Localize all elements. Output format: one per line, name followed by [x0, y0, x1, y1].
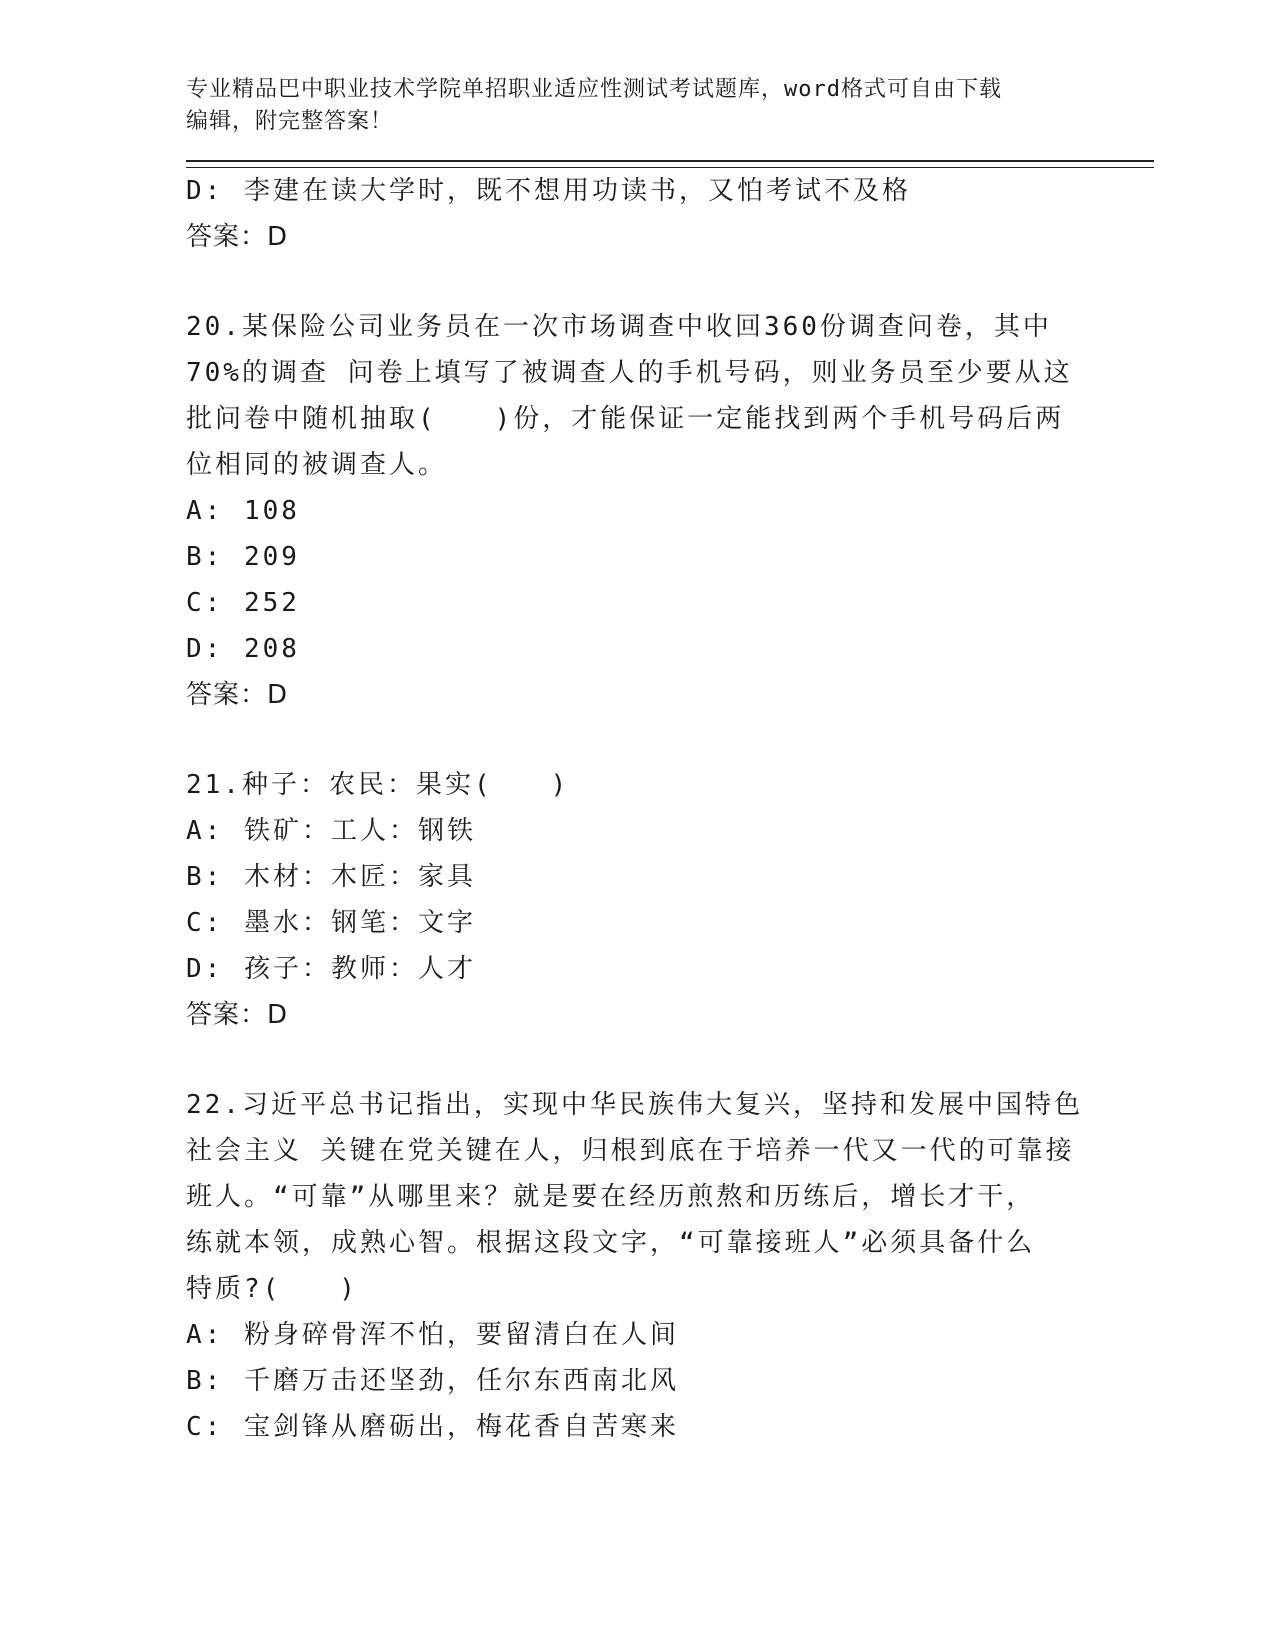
- option-text: 李建在读大学时，既不想用功读书，又怕考试不及格: [244, 176, 912, 206]
- option-key: A:: [186, 1320, 224, 1350]
- option-key: A:: [186, 496, 224, 526]
- answer-line: 答案：D: [186, 1000, 289, 1030]
- option-a: [186, 1312, 1150, 1358]
- question-text-line: 社会主义 关键在党关键在人，归根到底在于培养一代又一代的可靠接: [186, 1136, 1075, 1166]
- option-text: 孩子：教师：人才: [244, 954, 477, 984]
- question-text-line: 20.某保险公司业务员在一次市场调查中收回360份调查问卷，其中: [186, 312, 1052, 342]
- prev-question-tail: [186, 168, 1150, 260]
- option-key: B:: [186, 1366, 224, 1396]
- option-b: [186, 534, 1150, 580]
- option-text: 252: [244, 588, 300, 618]
- answer-line: 答案：D: [186, 222, 289, 252]
- option-key: D:: [186, 634, 224, 664]
- question-21: [186, 762, 1150, 1038]
- answer-line: 答案：D: [186, 680, 289, 710]
- option-text: 宝剑锋从磨砺出，梅花香自苦寒来: [244, 1412, 680, 1442]
- option-key: D:: [186, 954, 224, 984]
- question-text-line: 位相同的被调查人。: [186, 450, 448, 480]
- option-text: 墨水：钢笔：文字: [244, 908, 477, 938]
- option-text: 木材：木匠：家具: [244, 862, 477, 892]
- option-text: 108: [244, 496, 300, 526]
- option-key: B:: [186, 862, 224, 892]
- option-text: 208: [244, 634, 300, 664]
- option-b: [186, 1358, 1150, 1404]
- option-key: B:: [186, 542, 224, 572]
- option-b: [186, 854, 1150, 900]
- question-text-line: 特质?( ): [186, 1274, 358, 1304]
- option-text: 千磨万击还坚劲，任尔东西南北风: [244, 1366, 680, 1396]
- option-d: [186, 626, 1150, 672]
- question-text-line: 21.种子：农民：果实( ): [186, 770, 570, 800]
- question-text-line: 练就本领，成熟心智。根据这段文字，“可靠接班人”必须具备什么: [186, 1228, 1036, 1258]
- question-20: [186, 304, 1150, 718]
- question-text-line: 22.习近平总书记指出，实现中华民族伟大复兴，坚持和发展中国特色: [186, 1090, 1083, 1120]
- option-key: C:: [186, 908, 224, 938]
- header-line-1: 专业精品巴中职业技术学院单招职业适应性测试考试题库，word格式可自由下载: [186, 77, 1002, 102]
- option-text: 铁矿：工人：钢铁: [244, 816, 477, 846]
- option-key: A:: [186, 816, 224, 846]
- page-header: [186, 74, 1066, 138]
- option-c: [186, 1404, 1150, 1450]
- question-text-line: 批问卷中随机抽取( )份，才能保证一定能找到两个手机号码后两: [186, 404, 1065, 434]
- header-divider: [186, 160, 1154, 168]
- option-d: [186, 168, 1150, 214]
- option-c: [186, 900, 1150, 946]
- question-text-line: 70%的调查 问卷上填写了被调查人的手机号码，则业务员至少要从这: [186, 358, 1073, 388]
- option-c: [186, 580, 1150, 626]
- option-key: C:: [186, 1412, 224, 1442]
- question-text-line: 班人。“可靠”从哪里来？就是要在经历煎熬和历练后，增长才干，: [186, 1182, 1036, 1212]
- option-key: D:: [186, 176, 224, 206]
- option-d: [186, 946, 1150, 992]
- header-line-2: 编辑，附完整答案！: [186, 109, 394, 134]
- option-a: [186, 808, 1150, 854]
- option-a: [186, 488, 1150, 534]
- document-page: [186, 74, 1150, 1450]
- option-key: C:: [186, 588, 224, 618]
- option-text: 粉身碎骨浑不怕，要留清白在人间: [244, 1320, 680, 1350]
- question-22: [186, 1082, 1150, 1450]
- option-text: 209: [244, 542, 300, 572]
